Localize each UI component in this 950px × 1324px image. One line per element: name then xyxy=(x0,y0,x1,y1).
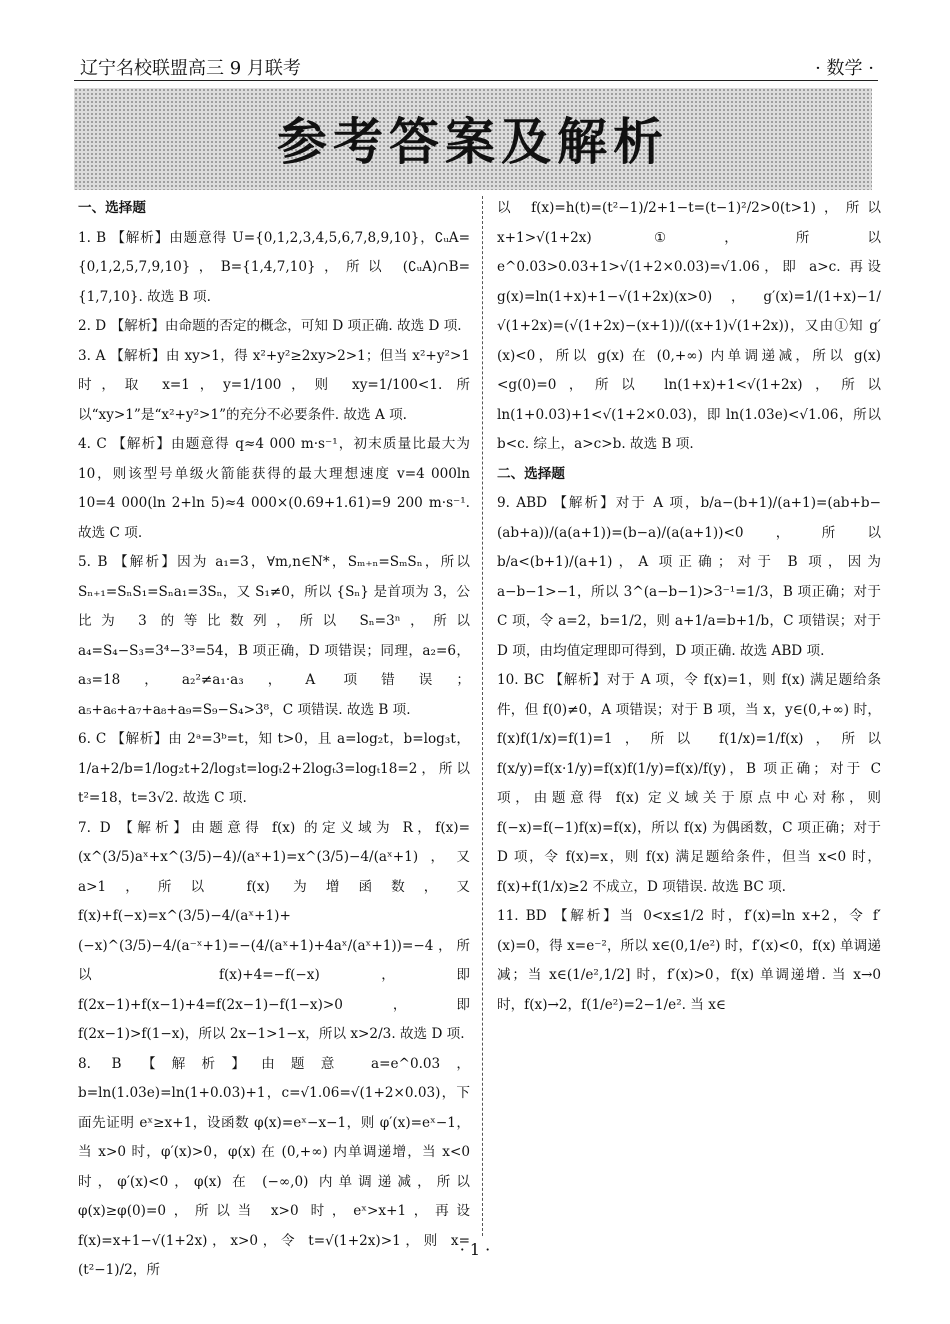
answer-q7: 7. D 【解析】由题意得 f(x) 的定义域为 R，f(x)=(x^(3/5)aˣ+x^(3/5)−4)/(aˣ+1)=x^(3/5)−4/(aˣ+1)，又 a>1，所以 f(x) 为增函数，又 f(x)+f(−x)=x^(3/5)−4/(aˣ+1)+(−x)^(3/5)−4/(a⁻ˣ+1)=−(4/(aˣ+1)+4aˣ/(aˣ+1))=−4，所以 f(x)+4=−f(−x)，即 f(2x−1)+f(x−1)+4=f(2x−1)−f(1−x)>0，即 f(2x−1)>f(1−x)，所以 2x−1>1−x，所以 x>2/3. 故选 D 项. xyxy=(78,819,470,1042)
answer-q1: 1. B 【解析】由题意得 U={0,1,2,3,4,5,6,7,8,9,10}，∁ᵤA={0,1,2,5,7,9,10}，B={1,4,7,10}，所以 (∁ᵤA)∩B={1,7,10}. 故选 B 项. xyxy=(78,229,470,305)
exam-name: 辽宁名校联盟高三 9 月联考 xyxy=(80,58,301,79)
answer-q2: 2. D 【解析】由命题的否定的概念，可知 D 项正确. 故选 D 项. xyxy=(78,318,462,334)
section-heading-2: 二、选择题 xyxy=(497,465,565,482)
right-column xyxy=(497,194,881,1020)
answer-q11: 11. BD 【解析】当 0<x≤1/2 时，f′(x)=ln x+2，令 f′(x)=0，得 x=e⁻²，所以 x∈(0,1/e²) 时，f′(x)<0，f(x) 单调递减；当 x∈(1/e²,1/2] 时，f′(x)>0，f(x) 单调递增. 当 x→0 时，f(x)→2，f(1/e²)=2−1/e². 当 x∈ xyxy=(497,908,881,1013)
title-banner xyxy=(74,88,872,190)
left-column xyxy=(78,194,470,1286)
answer-q8: 8. B 【解析】由题意 a=e^0.03，b=ln(1.03e)=ln(1+0.03)+1，c=√1.06=√(1+2×0.03)，下面先证明 eˣ≥x+1，设函数 φ(x)=eˣ−x−1，则 φ′(x)=eˣ−1，当 x>0 时，φ′(x)>0，φ(x) 在 (0,+∞) 内单调递增，当 x<0 时，φ′(x)<0，φ(x) 在 (−∞,0) 内单调递减，所以 φ(x)≥φ(0)=0，所以当 x>0 时，eˣ>x+1，再设 f(x)=x+1−√(1+2x)，x>0，令 t=√(1+2x)>1，则 x=(t²−1)/2，所 xyxy=(78,1055,470,1278)
column-divider xyxy=(482,196,483,1236)
answer-q8-continued: 以 f(x)=h(t)=(t²−1)/2+1−t=(t−1)²/2>0(t>1)，所以 x+1>√(1+2x) ①，所以 e^0.03>0.03+1>√(1+2×0.03)=√1.06，即 a>c. 再设 g(x)=ln(1+x)+1−√(1+2x)(x>0)，g′(x)=1/(1+x)−1/√(1+2x)=(√(1+2x)−(x+1))/((x+1)√(1+2x))，又由①知 g′(x)<0，所以 g(x) 在 (0,+∞) 内单调递减，所以 g(x)<g(0)=0，所以 ln(1+x)+1<√(1+2x)，所以 ln(1+0.03)+1<√(1+2×0.03)，即 ln(1.03e)<√1.06，所以 b<c. 综上，a>c>b. 故选 B 项. xyxy=(497,200,881,452)
answer-q9: 9. ABD 【解析】对于 A 项，b/a−(b+1)/(a+1)=(ab+b−(ab+a))/(a(a+1))=(b−a)/(a(a+1))<0，所以 b/a<(b+1)/(a+1)，A 项正确；对于 B 项，因为 a−b−1>−1，所以 3^(a−b−1)>3⁻¹=1/3，B 项正确；对于 C 项，令 a=2，b=1/2，则 a+1/a=b+1/b，C 项错误；对于 D 项，由均值定理即可得到，D 项正确. 故选 ABD 项. xyxy=(497,495,881,659)
answer-q5: 5. B 【解析】因为 a₁=3，∀m,n∈N*，Sₘ₊ₙ=SₘSₙ，所以 Sₙ₊₁=SₙS₁=Sₙa₁=3Sₙ，又 S₁≠0，所以 {Sₙ} 是首项为 3，公比为 3 的等比数列，所以 Sₙ=3ⁿ，所以 a₄=S₄−S₃=3⁴−3³=54，B 项正确，D 项错误；同理，a₂=6，a₃=18，a₂²≠a₁·a₃，A 项错误；a₅+a₆+a₇+a₈+a₉=S₉−S₄>3⁸，C 项错误. 故选 B 项. xyxy=(78,554,470,718)
page-header xyxy=(74,50,878,81)
answer-q10: 10. BC 【解析】对于 A 项，令 f(x)=1，则 f(x) 满足题给条件，但 f(0)≠0，A 项错误；对于 B 项，当 x，y∈(0,+∞) 时，f(x)f(1/x)=f(1)=1，所以 f(1/x)=1/f(x)，所以 f(x/y)=f(x·1/y)=f(x)f(1/y)=f(x)/f(y)，B 项正确；对于 C 项，由题意得 f(x) 定义域关于原点中心对称，则 f(−x)=f(−1)f(x)=f(x)，所以 f(x) 为偶函数，C 项正确；对于 D 项，令 f(x)=x，则 f(x) 满足题给条件，但当 x<0 时，f(x)+f(1/x)≥2 不成立，D 项错误. 故选 BC 项. xyxy=(497,672,881,895)
subject-label: · 数学 · xyxy=(815,58,874,79)
page-number: · 1 · xyxy=(459,1240,491,1259)
answer-q4: 4. C 【解析】由题意得 q≈4 000 m·s⁻¹，初末质量比最大为 10，则该型号单级火箭能获得的最大理想速度 v=4 000ln 10=4 000(ln 2+ln 5)≈4 000×(0.69+1.61)=9 200 m·s⁻¹. 故选 C 项. xyxy=(78,436,470,541)
page-title: 参考答案及解析 xyxy=(277,113,669,171)
section-heading-1: 一、选择题 xyxy=(78,200,146,216)
answer-q3: 3. A 【解析】由 xy>1，得 x²+y²≥2xy>2>1；但当 x²+y²>1 时，取 x=1，y=1/100，则 xy=1/100<1. 所以“xy>1”是“x²+y²>1”的充分不必要条件. 故选 A 项. xyxy=(78,347,470,423)
answer-q6: 6. C 【解析】由 2ᵃ=3ᵇ=t，知 t>0，且 a=log₂t，b=log₃t，1/a+2/b=1/log₂t+2/log₃t=logₜ2+2logₜ3=logₜ18=2，所以 t²=18，t=3√2. 故选 C 项. xyxy=(78,731,470,806)
